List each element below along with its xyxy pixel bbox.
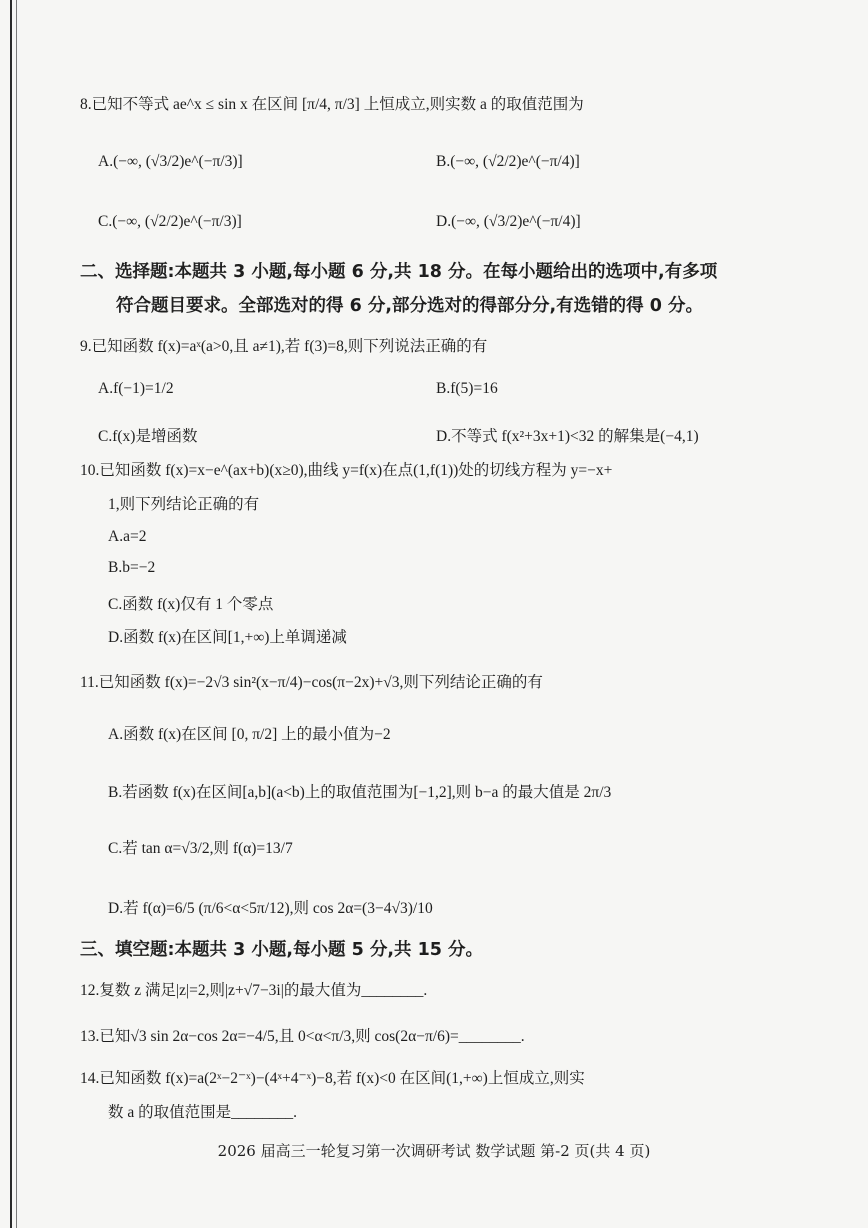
q8-option-b: B.(−∞, (√2/2)e^(−π/4)]: [436, 153, 580, 170]
q14-line1: 14.已知函数 f(x)=a(2ˣ−2⁻ˣ)−(4ˣ+4⁻ˣ)−8,若 f(x)<0 在区间(1,+∞)上恒成立,则实: [80, 1070, 585, 1087]
section3-heading: 三、填空题:本题共 3 小题,每小题 5 分,共 15 分。: [80, 940, 484, 960]
q11-stem: 11.已知函数 f(x)=−2√3 sin²(x−π/4)−cos(π−2x)+√3,则下列结论正确的有: [80, 674, 543, 691]
q8-stem: 8.已知不等式 ae^x ≤ sin x 在区间 [π/4, π/3] 上恒成立,则实数 a 的取值范围为: [80, 96, 584, 113]
q10-option-d: D.函数 f(x)在区间[1,+∞)上单调递减: [108, 629, 347, 646]
q10-stem-line1: 10.已知函数 f(x)=x−e^(ax+b)(x≥0),曲线 y=f(x)在点(1,f(1))处的切线方程为 y=−x+: [80, 462, 613, 479]
q9-option-d: D.不等式 f(x²+3x+1)<32 的解集是(−4,1): [436, 428, 699, 445]
q14-line2: 数 a 的取值范围是________.: [108, 1104, 298, 1121]
section2-line2: 符合题目要求。全部选对的得 6 分,部分选对的得部分分,有选错的得 0 分。: [116, 296, 704, 316]
q10-stem-line2: 1,则下列结论正确的有: [108, 496, 260, 513]
q8-option-d: D.(−∞, (√3/2)e^(−π/4)]: [436, 213, 581, 230]
page-footer: 2026 届高三一轮复习第一次调研考试 数学试题 第-2 页(共 4 页): [217, 1142, 651, 1160]
binding-line-inner: [16, 0, 17, 1228]
section2-line1: 二、选择题:本题共 3 小题,每小题 6 分,共 18 分。在每小题给出的选项中,有多项: [80, 262, 718, 282]
q10-option-b: B.b=−2: [108, 559, 156, 576]
q10-option-c: C.函数 f(x)仅有 1 个零点: [108, 596, 274, 613]
q11-option-b: B.若函数 f(x)在区间[a,b](a<b)上的取值范围为[−1,2],则 b−a 的最大值是 2π/3: [108, 784, 612, 801]
q10-option-a: A.a=2: [108, 528, 147, 545]
q12-text: 12.复数 z 满足|z|=2,则|z+√7−3i|的最大值为________.: [80, 982, 428, 999]
q9-option-c: C.f(x)是增函数: [98, 428, 198, 445]
q11-option-c: C.若 tan α=√3/2,则 f(α)=13/7: [108, 840, 293, 857]
q9-option-b: B.f(5)=16: [436, 380, 498, 397]
binding-line: [10, 0, 12, 1228]
q9-option-a: A.f(−1)=1/2: [98, 380, 174, 397]
q8-option-c: C.(−∞, (√2/2)e^(−π/3)]: [98, 213, 242, 230]
q11-option-a: A.函数 f(x)在区间 [0, π/2] 上的最小值为−2: [108, 726, 391, 743]
q11-option-d: D.若 f(α)=6/5 (π/6<α<5π/12),则 cos 2α=(3−4√3)/10: [108, 900, 433, 917]
q9-stem: 9.已知函数 f(x)=aˣ(a>0,且 a≠1),若 f(3)=8,则下列说法正确的有: [80, 338, 488, 355]
q8-option-a: A.(−∞, (√3/2)e^(−π/3)]: [98, 153, 243, 170]
q13-text: 13.已知√3 sin 2α−cos 2α=−4/5,且 0<α<π/3,则 cos(2α−π/6)=________.: [80, 1028, 525, 1045]
